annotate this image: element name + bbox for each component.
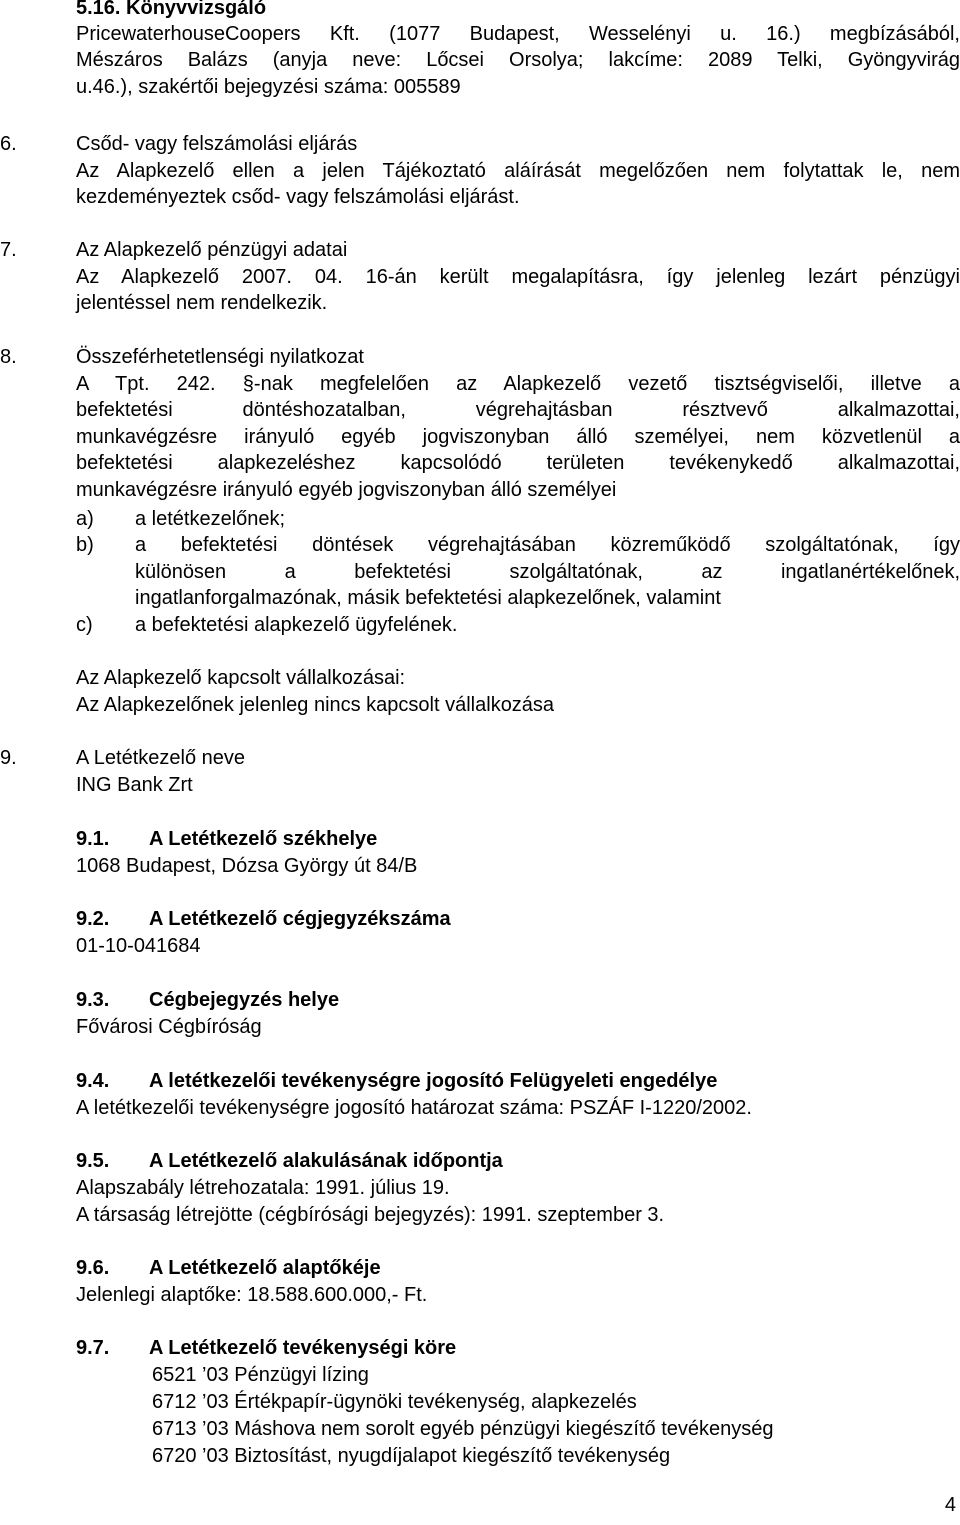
list-item-b-label: b) — [76, 534, 94, 556]
custodian-name: ING Bank Zrt — [76, 774, 193, 796]
auditor-line-1: PricewaterhouseCoopers Kft. (1077 Budapest, Wesselényi u. 16.) megbízásából, — [76, 23, 960, 45]
subsection-9-6-number: 9.6. — [76, 1257, 110, 1279]
section-6-line-2: kezdeményeztek csőd- vagy felszámolási eljárást. — [76, 186, 520, 208]
section-8-line-5: munkavégzésre irányuló egyéb jogviszonyban álló személyei — [76, 479, 617, 501]
list-item-a-text: a letétkezelőnek; — [135, 508, 286, 530]
section-7-title: Az Alapkezelő pénzügyi adatai — [76, 239, 348, 261]
related-companies-text: Az Alapkezelőnek jelenleg nincs kapcsolt vállalkozása — [76, 694, 555, 716]
list-item-b-line-2: különösen a befektetési szolgáltatónak, az ingatlanértékelőnek, — [135, 561, 960, 583]
section-5-16-heading: 5.16. Könyvvizsgáló — [76, 0, 267, 19]
section-7-line-2: jelentéssel nem rendelkezik. — [76, 292, 328, 314]
section-8-title: Összeférhetetlenségi nyilatkozat — [76, 346, 364, 368]
activity-item: 6713 ’03 Máshova nem sorolt egyéb pénzügyi kiegészítő tevékenység — [152, 1418, 774, 1440]
page-number: 4 — [944, 1494, 956, 1516]
section-7-line-1: Az Alapkezelő 2007. 04. 16-án került megalapításra, így jelenleg lezárt pénzügyi — [76, 266, 960, 288]
auditor-line-2: Mészáros Balázs (anyja neve: Lőcsei Orsolya; lakcíme: 2089 Telki, Gyöngyvirág — [76, 49, 960, 71]
subsection-9-6-title: A Letétkezelő alaptőkéje — [149, 1257, 381, 1279]
section-8-line-3: munkavégzésre irányuló egyéb jogviszonyban álló személyei, nem közvetlenül a — [76, 426, 960, 448]
subsection-9-4-line-1: A letétkezelői tevékenységre jogosító határozat száma: PSZÁF I-1220/2002. — [76, 1097, 752, 1119]
section-8-line-1: A Tpt. 242. §-nak megfelelően az Alapkezelő vezető tisztségviselői, illetve a — [76, 373, 960, 395]
section-9-number: 9. — [0, 747, 17, 769]
subsection-9-5-line-1: Alapszabály létrehozatala: 1991. július 19. — [76, 1177, 450, 1199]
subsection-9-1-line-1: 1068 Budapest, Dózsa György út 84/B — [76, 855, 418, 877]
list-item-c-label: c) — [76, 614, 93, 636]
section-6-title: Csőd- vagy felszámolási eljárás — [76, 133, 358, 155]
list-item-a-label: a) — [76, 508, 94, 530]
list-item-b-line-3: ingatlanforgalmazónak, másik befektetési alapkezelőnek, valamint — [135, 587, 721, 609]
subsection-9-4-number: 9.4. — [76, 1070, 110, 1092]
subsection-9-3-line-1: Fővárosi Cégbíróság — [76, 1016, 262, 1038]
subsection-9-3-title: Cégbejegyzés helye — [149, 989, 340, 1011]
auditor-line-3: u.46.), szakértői bejegyzési száma: 005589 — [76, 76, 461, 98]
subsection-9-2-number: 9.2. — [76, 908, 110, 930]
subsection-9-1-number: 9.1. — [76, 828, 110, 850]
subsection-9-5-line-2: A társaság létrejötte (cégbírósági bejegyzés): 1991. szeptember 3. — [76, 1204, 665, 1226]
subsection-9-4-title: A letétkezelői tevékenységre jogosító Felügyeleti engedélye — [149, 1070, 718, 1092]
subsection-9-7-title: A Letétkezelő tevékenységi köre — [149, 1337, 457, 1359]
section-8-number: 8. — [0, 346, 17, 368]
related-companies-title: Az Alapkezelő kapcsolt vállalkozásai: — [76, 667, 406, 689]
subsection-9-3-number: 9.3. — [76, 989, 110, 1011]
subsection-9-5-number: 9.5. — [76, 1150, 110, 1172]
subsection-9-1-title: A Letétkezelő székhelye — [149, 828, 378, 850]
list-item-c-text: a befektetési alapkezelő ügyfelének. — [135, 614, 458, 636]
list-item-b-line-1: a befektetési döntések végrehajtásában közreműködő szolgáltatónak, így — [135, 534, 960, 556]
section-8-line-2: befektetési döntéshozatalban, végrehajtásban résztvevő alkalmazottai, — [76, 399, 960, 421]
activity-item: 6720 ’03 Biztosítást, nyugdíjalapot kiegészítő tevékenység — [152, 1445, 671, 1467]
activity-item: 6521 ’03 Pénzügyi lízing — [152, 1364, 369, 1386]
subsection-9-2-title: A Letétkezelő cégjegyzékszáma — [149, 908, 451, 930]
subsection-9-5-title: A Letétkezelő alakulásának időpontja — [149, 1150, 503, 1172]
section-8-line-4: befektetési alapkezeléshez kapcsolódó területen tevékenykedő alkalmazottai, — [76, 452, 960, 474]
section-6-number: 6. — [0, 133, 17, 155]
section-9-title: A Letétkezelő neve — [76, 747, 246, 769]
subsection-9-6-line-1: Jelenlegi alaptőke: 18.588.600.000,- Ft. — [76, 1284, 428, 1306]
subsection-9-2-line-1: 01-10-041684 — [76, 935, 201, 957]
subsection-9-7-number: 9.7. — [76, 1337, 110, 1359]
activity-item: 6712 ’03 Értékpapír-ügynöki tevékenység, alapkezelés — [152, 1391, 637, 1413]
section-6-line-1: Az Alapkezelő ellen a jelen Tájékoztató aláírását megelőzően nem folytattak le, nem — [76, 160, 960, 182]
section-7-number: 7. — [0, 239, 17, 261]
